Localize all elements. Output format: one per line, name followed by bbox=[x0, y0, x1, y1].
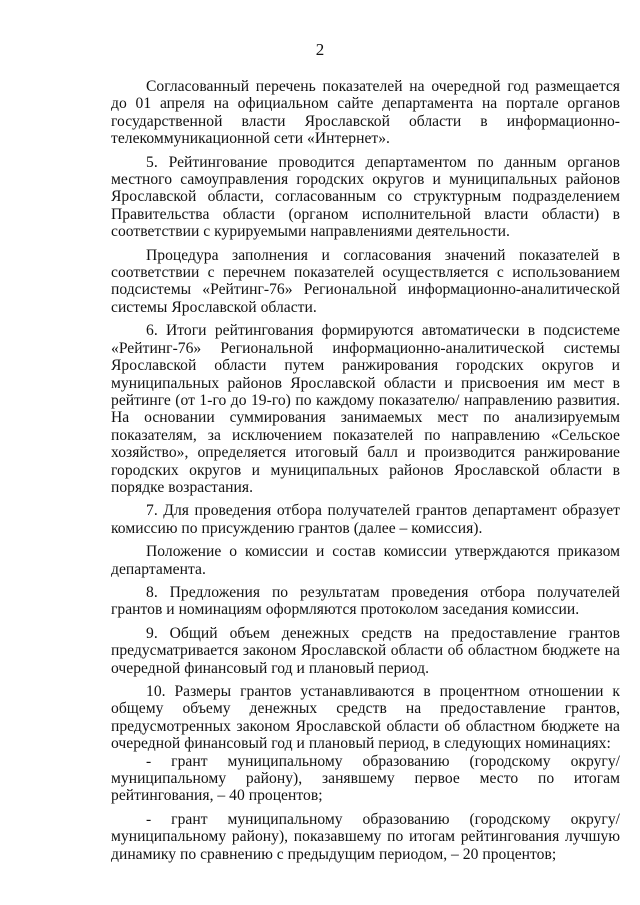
paragraph-5-rating: 5. Рейтингование проводится департаментом по данным органов местного самоуправления городских округов и муниципальных районов Ярославской области, согласованным со структурным подразделением Правительства области (органом исполнительной власти области) в соответствии с курируемыми направлениями деятельности. bbox=[111, 153, 620, 241]
document-body bbox=[111, 78, 620, 863]
paragraph-7-commission: 7. Для проведения отбора получателей грантов департамент образует комиссию по присуждению грантов (далее – комиссия). bbox=[111, 502, 620, 537]
page-number: 2 bbox=[315, 40, 325, 59]
paragraph-indicators-list: Согласованный перечень показателей на очередной год размещается до 01 апреля на официальном сайте департамента на портале органов государственной власти Ярославской области в информационно-телекоммуникационной сети «Интернет». bbox=[111, 78, 620, 148]
list-item-first-place: - грант муниципальному образованию (городскому округу/ муниципальному району), занявшему первое место по итогам рейтингования, – 40 процентов; bbox=[111, 752, 620, 805]
paragraph-commission-regulation: Положение о комиссии и состав комиссии утверждаются приказом департамента. bbox=[111, 543, 620, 578]
paragraph-10-grant-sizes: 10. Размеры грантов устанавливаются в процентном отношении к общему объему денежных средств на предоставление грантов, предусмотренных законом Ярославской области об областном бюджете на очередной финансовый год и плановый период, в следующих номинациях: bbox=[111, 683, 620, 753]
list-item-best-dynamics: - грант муниципальному образованию (городскому округу/ муниципальному району), показавшему по итогам рейтингования лучшую динамику по сравнению с предыдущим периодом, – 20 процентов; bbox=[111, 810, 620, 863]
paragraph-9-funding: 9. Общий объем денежных средств на предоставление грантов предусматривается законом Ярославской области об областном бюджете на очередной финансовый год и плановый период. bbox=[111, 624, 620, 677]
paragraph-procedure: Процедура заполнения и согласования значений показателей в соответствии с перечнем показателей осуществляется с использованием подсистемы «Рейтинг-76» Региональной информационно-аналитической системы Ярославской области. bbox=[111, 246, 620, 316]
paragraph-6-results: 6. Итоги рейтингования формируются автоматически в подсистеме «Рейтинг-76» Региональной информационно-аналитической системы Ярославской области путем ранжирования городских округов и муниципальных районов Ярославской области и присвоения им мест в рейтинге (от 1-го до 19-го) по каждому показателю/ направлению развития. На основании суммирования занимаемых мест по анализируемым показателям, за исключением показателей по направлению «Сельское хозяйство», определяется итоговый балл и производится ранжирование городских округов и муниципальных районов Ярославской области в порядке возрастания. bbox=[111, 322, 620, 496]
paragraph-8-proposals: 8. Предложения по результатам проведения отбора получателей грантов и номинациям оформляются протоколом заседания комиссии. bbox=[111, 583, 620, 619]
